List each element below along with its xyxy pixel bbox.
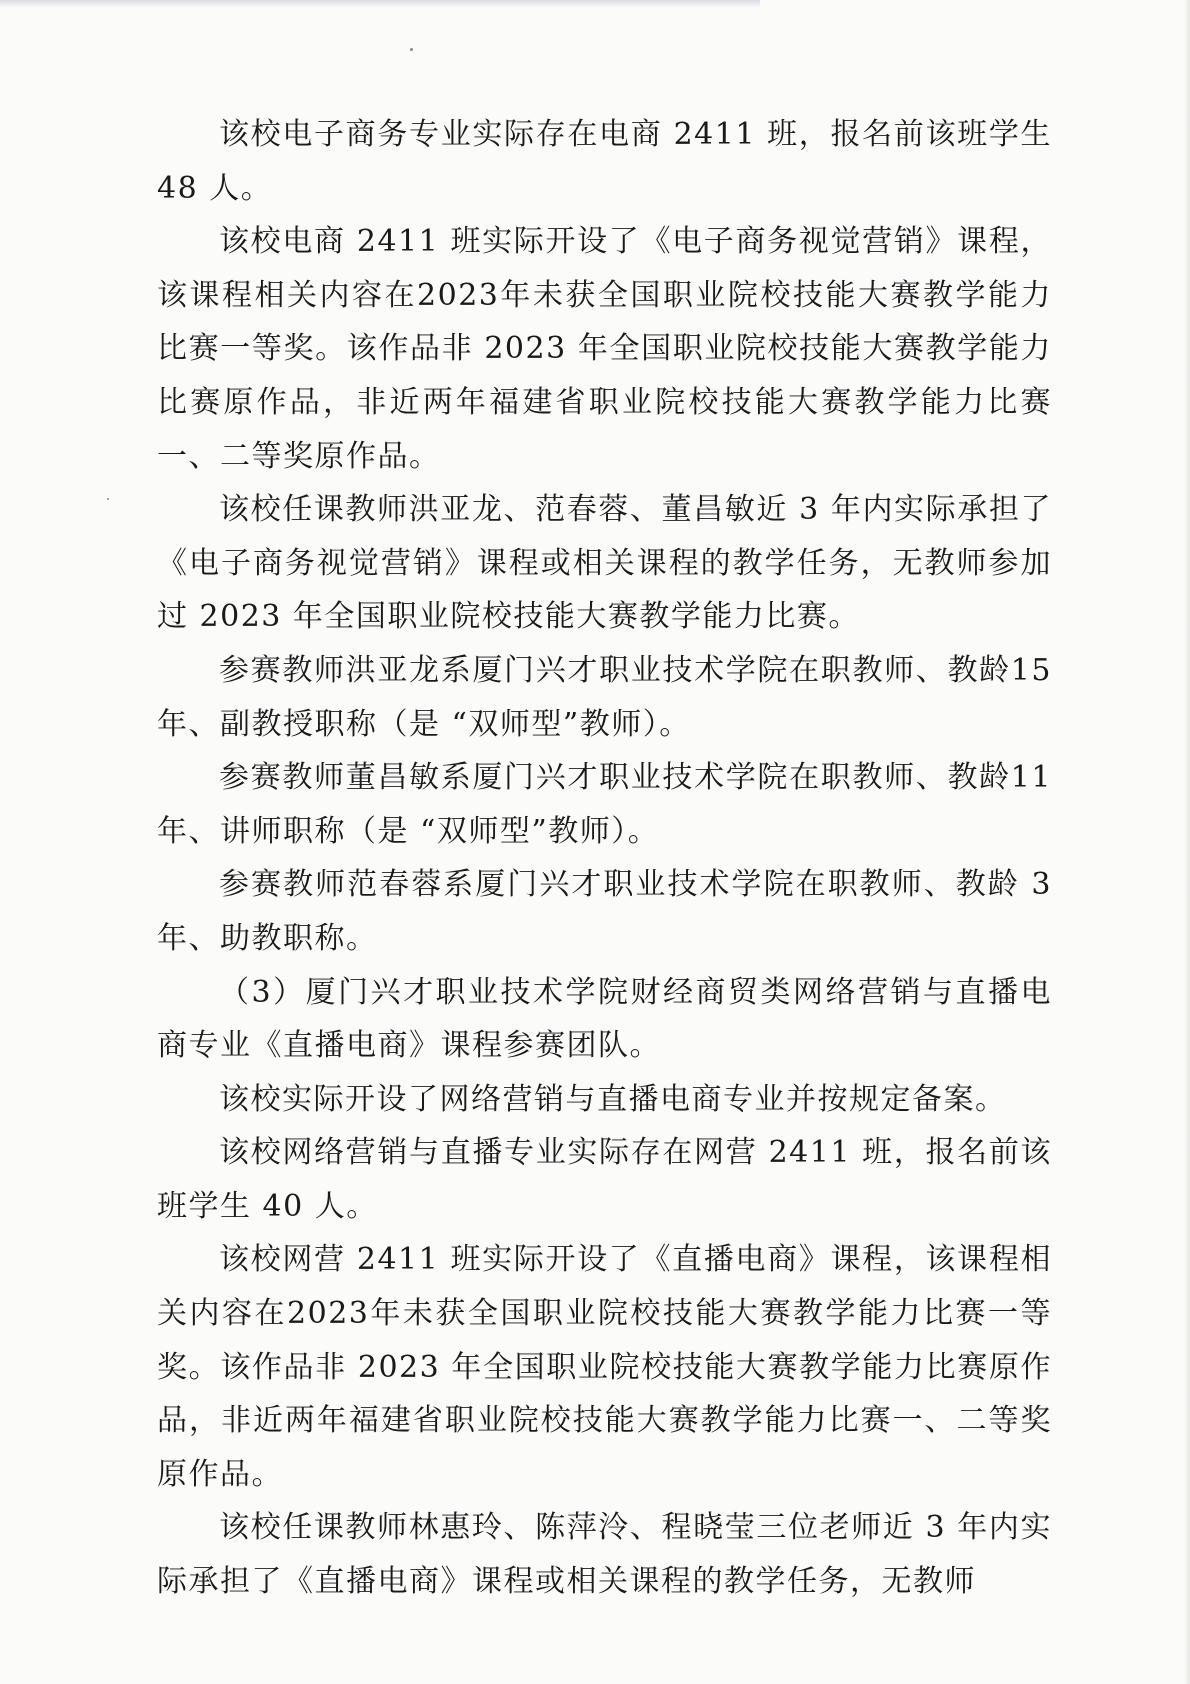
paragraph: 该校网络营销与直播专业实际存在网营 2411 班，报名前该班学生 40 人。 <box>157 1135 1052 1224</box>
paragraph: 该校电子商务专业实际存在电商 2411 班，报名前该班学生48 人。 <box>157 117 1052 206</box>
paragraph: （3）厦门兴才职业技术学院财经商贸类网络营销与直播电商专业《直播电商》课程参赛团队。 <box>157 974 1052 1064</box>
scan-edge-top <box>0 0 760 8</box>
scan-speck <box>107 498 109 500</box>
document-body <box>157 108 1052 1609</box>
paragraph: 该校任课教师林惠玲、陈萍泠、程晓莹三位老师近 3 年内实际承担了《直播电商》课程或相关课程的教学任务，无教师 <box>157 1510 1052 1600</box>
paragraph: 参赛教师董昌敏系厦门兴才职业技术学院在职教师、教龄11 年、讲师职称（是 “双师型”教师）。 <box>157 760 1052 849</box>
paragraph: 参赛教师范春蓉系厦门兴才职业技术学院在职教师、教龄 3年、助教职称。 <box>157 867 1052 956</box>
scan-speck <box>410 48 413 51</box>
scan-edge-right <box>1184 0 1190 1684</box>
paragraph: 参赛教师洪亚龙系厦门兴才职业技术学院在职教师、教龄15 年、副教授职称（是 “双师型”教师）。 <box>157 652 1052 742</box>
paragraph: 该校任课教师洪亚龙、范春蓉、董昌敏近 3 年内实际承担了《电子商务视觉营销》课程或相关课程的教学任务，无教师参加过 2023 年全国职业院校技能大赛教学能力比赛。 <box>157 492 1052 635</box>
paragraph: 该校实际开设了网络营销与直播电商专业并按规定备案。 <box>219 1081 1007 1117</box>
paragraph: 该校电商 2411 班实际开设了《电子商务视觉营销》课程，该课程相关内容在2023年未获全国职业院校技能大赛教学能力比赛一等奖。该作品非 2023 年全国职业院校技能大赛教学能力比赛原作品，非近两年福建省职业院校技能大赛教学能力比赛一、二等奖原作品。 <box>157 224 1052 474</box>
paragraph: 该校网营 2411 班实际开设了《直播电商》课程，该课程相关内容在2023年未获全国职业院校技能大赛教学能力比赛一等奖。该作品非 2023 年全国职业院校技能大赛教学能力比赛原作品，非近两年福建省职业院校技能大赛教学能力比赛一、二等奖原作品。 <box>157 1242 1052 1492</box>
